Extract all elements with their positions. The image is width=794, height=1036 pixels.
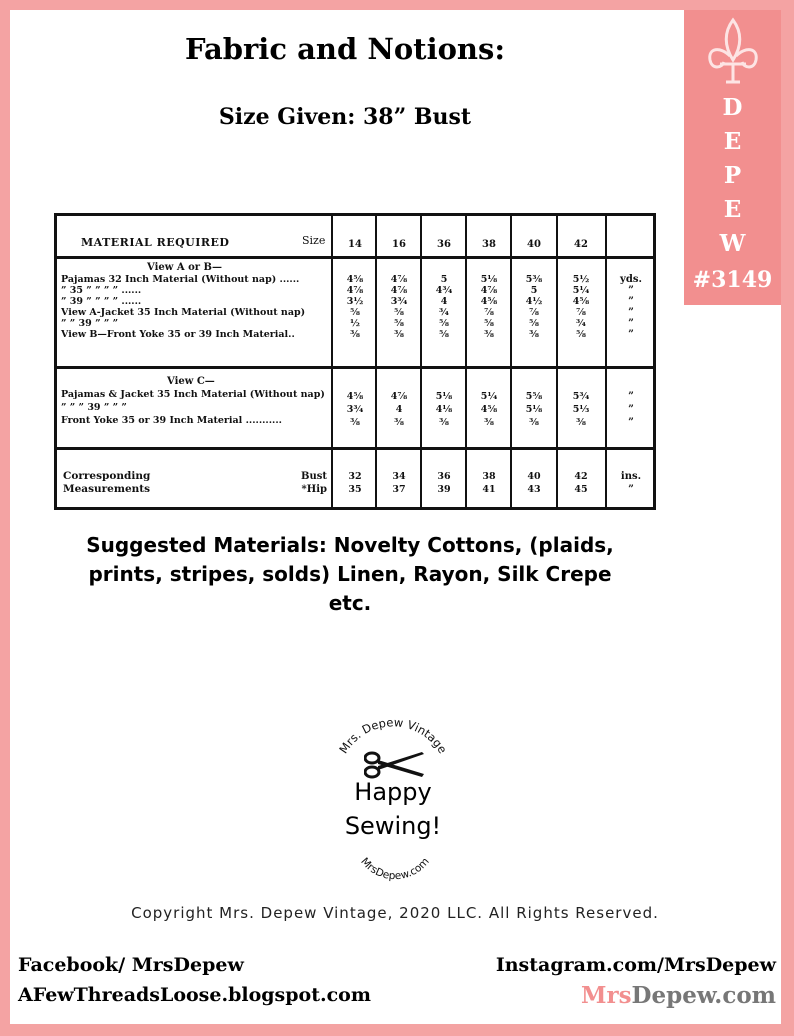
- size-header: 38: [482, 239, 496, 250]
- logo-sewing: Sewing!: [344, 812, 442, 840]
- measure-column: 40 43: [527, 471, 541, 495]
- size-given-subtitle: Size Given: 38” Bust: [218, 104, 472, 130]
- value-column: 5⅛ 4⅛ ⅜: [435, 391, 453, 428]
- value-column: 4⅝ 3¾ ⅜: [346, 391, 364, 428]
- material-table: [54, 213, 656, 510]
- row-descriptions: Pajamas 32 Inch Material (Without nap) ...... ” 35 ” ” ” ” ...... ” 39 ” ” ” ” ...... View A-Jacket 35 Inch Material (Without nap) ” ” 39 ” ” ” View B—Front Yoke 35 or 39 Inch Material..: [61, 274, 306, 340]
- instagram-link[interactable]: Instagram.com/MrsDepew: [495, 954, 776, 976]
- scissors-icon: [364, 750, 426, 780]
- size-header: 40: [527, 239, 541, 250]
- unit-column: yds. ” ” ” ” ”: [620, 274, 642, 340]
- value-column: 4⅝ 4⅞ 3½ ⅝ ½ ⅜: [346, 274, 364, 340]
- value-column: 5⅛ 4⅞ 4⅝ ⅞ ⅝ ⅜: [480, 274, 498, 340]
- happy-sewing-logo: [318, 712, 468, 887]
- value-column: 5½ 5¼ 4⅝ ⅞ ¾ ⅝: [572, 274, 590, 340]
- page-title: Fabric and Notions:: [184, 32, 506, 66]
- size-header: 14: [348, 239, 362, 250]
- value-column: 5¼ 4⅝ ⅜: [480, 391, 498, 428]
- badge-letter: E: [723, 196, 742, 223]
- fleur-de-lis-icon: [706, 16, 760, 90]
- website-link-part: Depew.com: [631, 982, 776, 1009]
- measurements-label: Corresponding Measurements: [63, 470, 151, 495]
- blog-link[interactable]: AFewThreadsLoose.blogspot.com: [18, 984, 371, 1006]
- value-column: 4⅞ 4 ⅜: [390, 391, 408, 428]
- unit-column: ” ” ”: [628, 391, 634, 428]
- size-header: 36: [437, 239, 451, 250]
- value-column: 5⅝ 5⅛ ⅜: [525, 391, 543, 428]
- logo-arc-text: Mrs. Depew Vintage: [336, 715, 450, 757]
- unit-column: ins. ”: [620, 471, 642, 495]
- svg-text:MrsDepew.com: [358, 856, 431, 883]
- value-column: 5 4¾ 4 ¾ ⅝ ⅝: [435, 274, 453, 340]
- measure-column: 36 39: [437, 471, 451, 495]
- size-label: Size: [302, 234, 326, 247]
- pattern-number: #3149: [692, 267, 773, 293]
- copyright-notice: Copyright Mrs. Depew Vintage, 2020 LLC. All Rights Reserved.: [131, 904, 659, 922]
- measure-column: 42 45: [574, 471, 588, 495]
- size-header: 16: [392, 239, 406, 250]
- value-column: 5⅜ 5 4½ ⅞ ⅝ ⅜: [525, 274, 543, 340]
- measure-column: 34 37: [392, 471, 406, 495]
- badge-letter: D: [722, 94, 743, 121]
- badge-letter: P: [723, 162, 742, 189]
- measure-column: 38 41: [482, 471, 496, 495]
- badge-letter: W: [719, 230, 746, 257]
- website-link-part: Mrs: [581, 982, 632, 1009]
- website-link[interactable]: [581, 982, 776, 1009]
- section-title: View C—: [167, 376, 215, 387]
- value-column: 4⅞ 4⅞ 3¾ ⅝ ⅝ ⅜: [390, 274, 408, 340]
- section-title: View A or B—: [147, 262, 222, 273]
- facebook-link[interactable]: Facebook/ MrsDepew: [18, 954, 244, 976]
- table-heading: MATERIAL REQUIRED: [81, 236, 230, 249]
- row-descriptions: Pajamas & Jacket 35 Inch Material (Without nap) ” ” ” 39 ” ” ” Front Yoke 35 or 39 Inch Material ...........: [61, 389, 325, 426]
- size-header: 42: [574, 239, 588, 250]
- bust-hip-labels: Bust *Hip: [301, 471, 327, 495]
- badge-letter: E: [723, 128, 742, 155]
- measure-column: 32 35: [348, 471, 362, 495]
- logo-happy: Happy: [354, 778, 432, 806]
- value-column: 5¾ 5⅓ ⅜: [572, 391, 590, 428]
- suggested-materials: Suggested Materials: Novelty Cottons, (plaids, prints, stripes, solds) Linen, Rayon, Silk Crepe etc.: [86, 533, 614, 615]
- pattern-badge: [684, 10, 781, 305]
- logo-site-text: MrsDepew.com: [358, 855, 432, 883]
